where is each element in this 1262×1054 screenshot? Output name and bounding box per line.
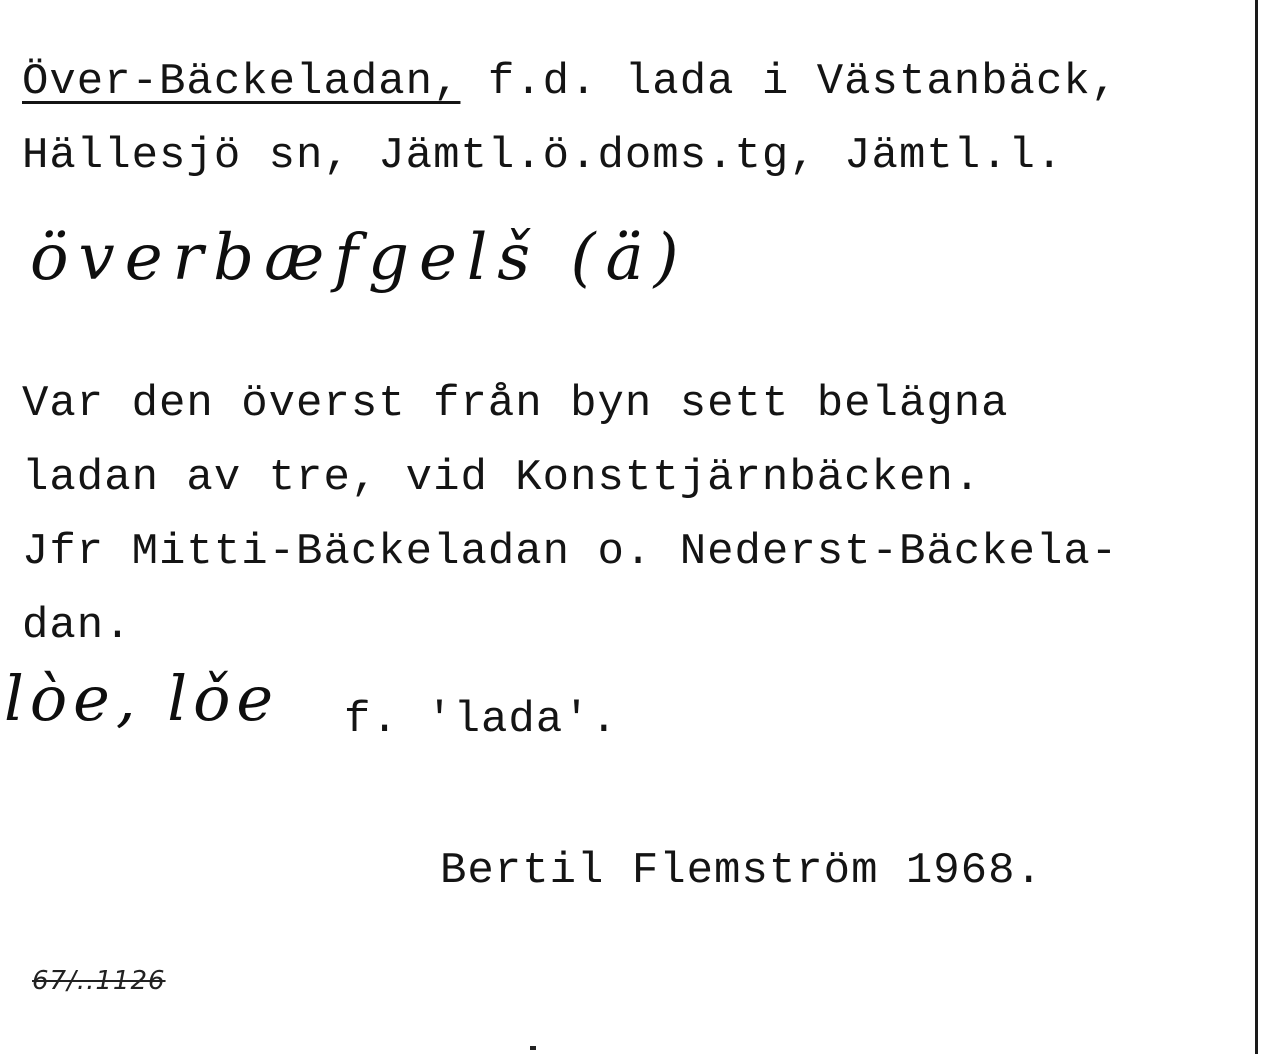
description-line-3: Jfr Mitti-Bäckeladan o. Nederst-Bäckela- [22, 527, 1119, 577]
card-line-2: Hällesjö sn, Jämtl.ö.doms.tg, Jämtl.l. [22, 131, 1064, 181]
archive-number: 67/..1126 [32, 966, 166, 996]
handwritten-word-forms: lòe, lǒe [4, 662, 280, 735]
card-edge [1255, 0, 1258, 1054]
description-line-2: ladan av tre, vid Konsttjärnbäcken. [22, 453, 982, 503]
gloss-text: f. 'lada'. [344, 695, 619, 745]
handwritten-pronunciation: överbæfgelš (ä) [30, 221, 689, 295]
author-signature: Bertil Flemström 1968. [440, 846, 1043, 896]
headword: Över-Bäckeladan, [22, 57, 461, 107]
scan-mark [530, 1046, 536, 1050]
location-text: f.d. lada i Västanbäck, [460, 57, 1119, 107]
description-line-4: dan. [22, 601, 132, 651]
card-line-1 [22, 57, 1119, 107]
description-line-1: Var den överst från byn sett belägna [22, 379, 1009, 429]
